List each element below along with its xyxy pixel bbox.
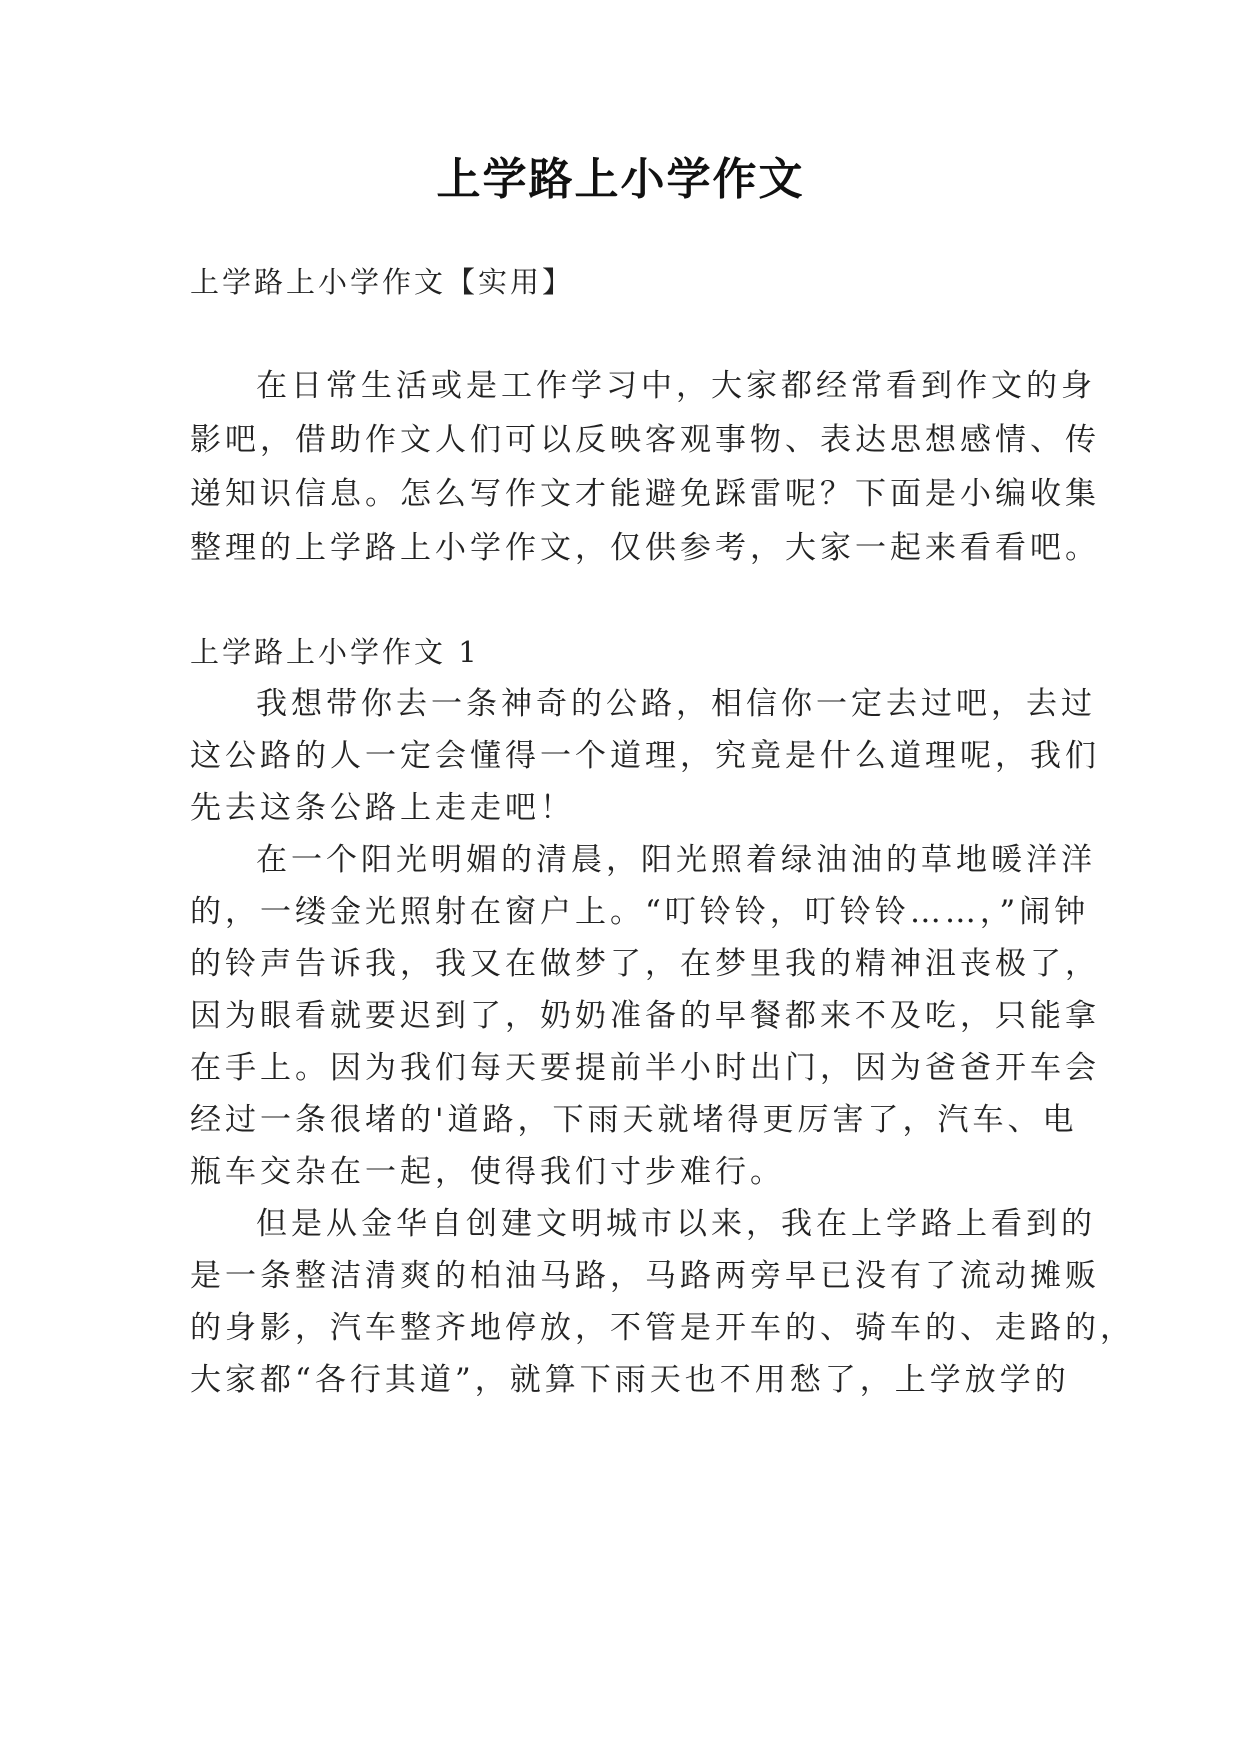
intro-line: 整理的上学路上小学作文，仅供参考，大家一起来看看吧。 xyxy=(190,530,1100,566)
paragraph-line: 的铃声告诉我，我又在做梦了，在梦里我的精神沮丧极了， xyxy=(190,946,1100,982)
paragraph-line: 我想带你去一条神奇的公路，相信你一定去过吧，去过 xyxy=(256,686,1096,722)
paragraph-line: 大家都“各行其道”，就算下雨天也不用愁了，上学放学的 xyxy=(190,1362,1070,1398)
paragraph-line: 经过一条很堵的'道路，下雨天就堵得更厉害了，汽车、电 xyxy=(190,1102,1078,1138)
paragraph-line: 但是从金华自创建文明城市以来，我在上学路上看到的 xyxy=(256,1206,1096,1242)
intro-line: 在日常生活或是工作学习中，大家都经常看到作文的身 xyxy=(256,368,1096,404)
document-subtitle: 上学路上小学作文【实用】 xyxy=(190,265,575,299)
paragraph-line: 这公路的人一定会懂得一个道理，究竟是什么道理呢，我们 xyxy=(190,738,1100,774)
paragraph-line: 因为眼看就要迟到了，奶奶准备的早餐都来不及吃，只能拿 xyxy=(190,998,1100,1034)
intro-line: 递知识信息。怎么写作文才能避免踩雷呢？下面是小编收集 xyxy=(190,476,1100,512)
paragraph-line: 瓶车交杂在一起，使得我们寸步难行。 xyxy=(190,1154,785,1190)
paragraph-line: 在一个阳光明媚的清晨，阳光照着绿油油的草地暖洋洋 xyxy=(256,842,1096,878)
paragraph-line: 的身影，汽车整齐地停放，不管是开车的、骑车的、走路的， xyxy=(190,1310,1135,1346)
section-heading: 上学路上小学作文 1 xyxy=(190,635,480,669)
paragraph-line: 先去这条公路上走走吧！ xyxy=(190,790,575,826)
paragraph-line: 的，一缕金光照射在窗户上。“叮铃铃，叮铃铃……，”闹钟 xyxy=(190,894,1090,930)
paragraph-line: 是一条整洁清爽的柏油马路，马路两旁早已没有了流动摊贩 xyxy=(190,1258,1100,1294)
document-title: 上学路上小学作文 xyxy=(436,154,805,205)
intro-line: 影吧，借助作文人们可以反映客观事物、表达思想感情、传 xyxy=(190,422,1100,458)
paragraph-line: 在手上。因为我们每天要提前半小时出门，因为爸爸开车会 xyxy=(190,1050,1100,1086)
